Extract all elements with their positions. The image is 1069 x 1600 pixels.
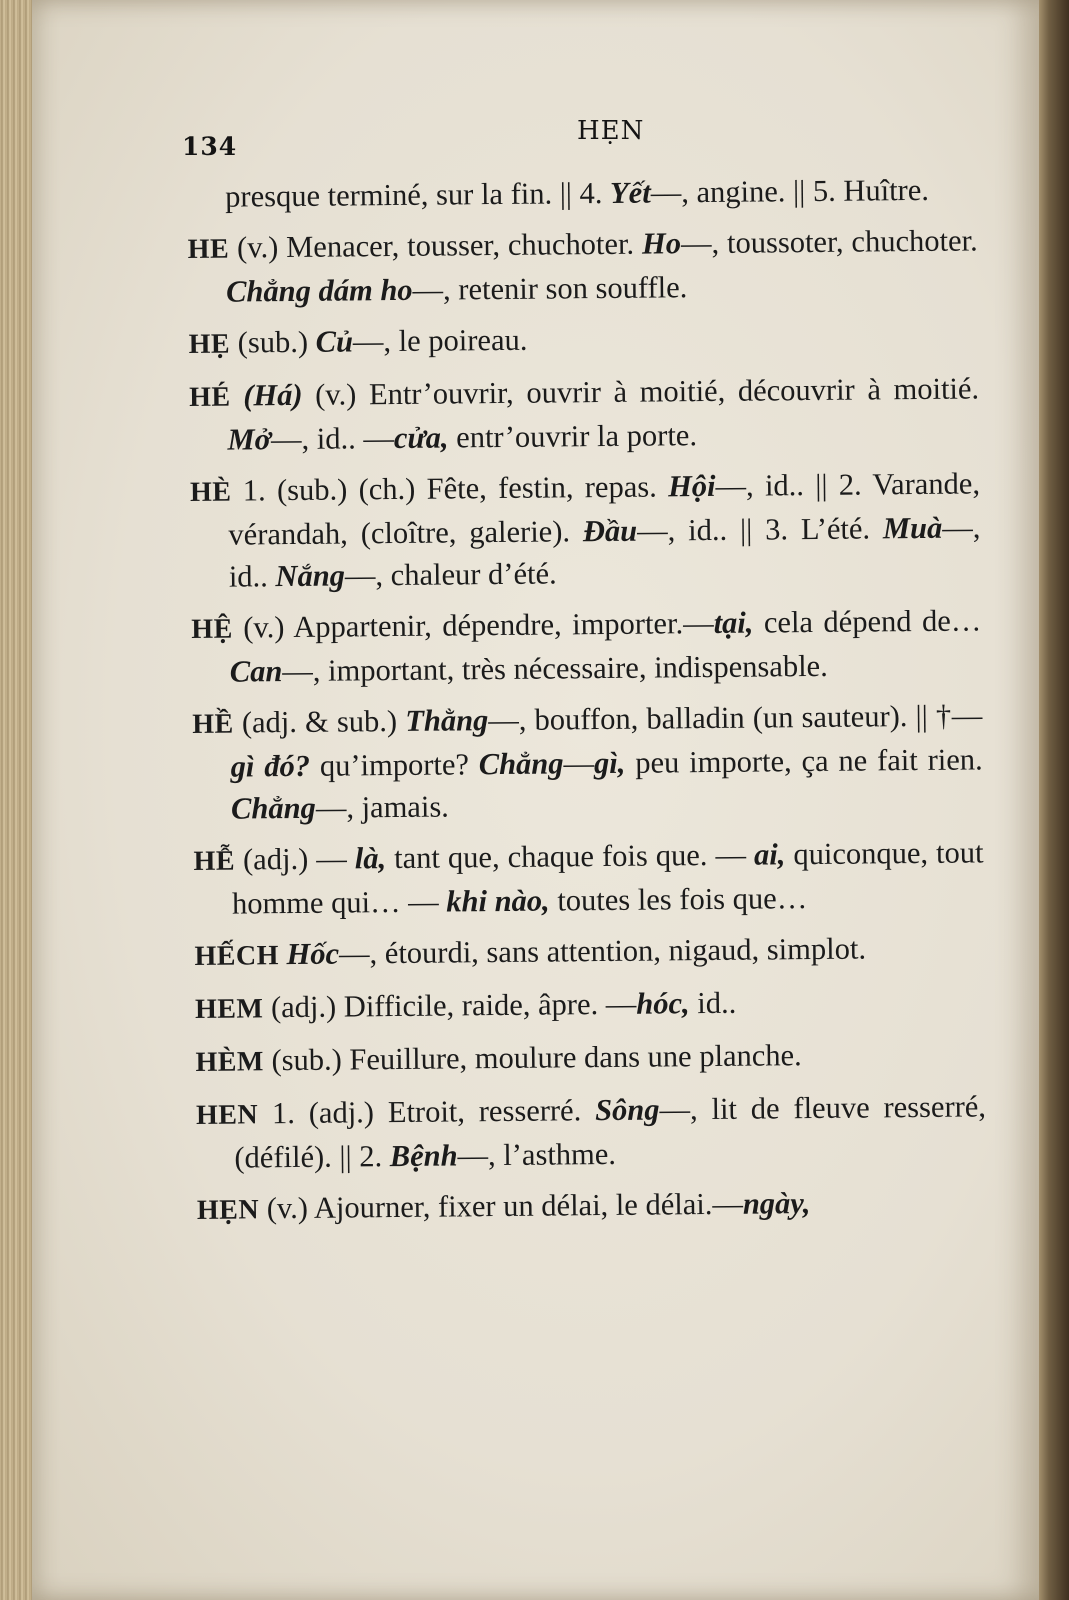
entry-text xyxy=(230,378,243,412)
vietnamese-term: Chẳng dám ho xyxy=(225,272,413,309)
entry-text: presque terminé, sur la fin. xyxy=(225,176,560,214)
vietnamese-term: Sông xyxy=(594,1092,660,1128)
entry-text: —, étourdi, sans attention, nigaud, simplot. xyxy=(338,931,867,971)
dictionary-entry-cont xyxy=(187,168,977,218)
book-page xyxy=(32,0,1040,1600)
entry-text: (v.) Entr’ouvrir, ouvrir à moitié, découvrir à moitié. xyxy=(302,371,980,412)
entry-headword: HEN xyxy=(195,1099,259,1131)
page-number: 134 xyxy=(182,132,238,161)
dictionary-entry-hech xyxy=(194,926,984,978)
vietnamese-term: Yết xyxy=(609,175,651,210)
entry-text: || 5. Huître. xyxy=(792,172,930,209)
vietnamese-term: Nắng xyxy=(275,558,346,594)
entry-text: —, id.. — xyxy=(270,421,395,457)
entry-headword: HỀ xyxy=(192,708,234,740)
entry-text: —, toussoter, chuchoter. xyxy=(680,223,978,261)
entry-headword: HỄ xyxy=(193,845,236,877)
entry-text: (v.) Appartenir, dépendre, importer.— xyxy=(232,605,714,645)
entry-text: —, id.. || 2. Varande, vérandah, (cloître, galerie). xyxy=(228,466,981,552)
dictionary-entries xyxy=(187,168,987,1241)
entry-text: —, bouffon, balladin (un sauteur). || †— xyxy=(488,698,983,738)
vietnamese-term: Can xyxy=(229,654,283,689)
entry-text: 1. (adj.) Etroit, resserré. xyxy=(258,1093,596,1131)
entry-text: —, lit de fleuve resserré, (défilé). || 2. xyxy=(234,1089,987,1175)
vietnamese-term: Củ xyxy=(315,324,354,359)
entry-text: — xyxy=(563,746,595,781)
vietnamese-term: (Há) xyxy=(243,377,303,413)
vietnamese-term: ai, xyxy=(753,837,786,872)
book-spine-edge xyxy=(1039,0,1069,1600)
dictionary-entry-hem xyxy=(195,979,985,1031)
vietnamese-term: Thằng xyxy=(405,703,489,738)
dictionary-entry-he-circ-grave xyxy=(192,694,983,830)
entry-headword: HÈ xyxy=(189,476,232,508)
entry-text: —, important, très nécessaire, indispensable. xyxy=(282,648,828,689)
dictionary-entry-he-circ-tilde xyxy=(193,831,984,925)
vietnamese-term: Mở xyxy=(227,422,272,457)
dictionary-entry-he-acute xyxy=(189,367,980,461)
vietnamese-term: hóc, xyxy=(636,986,690,1021)
dictionary-entry-he-sub xyxy=(188,314,978,366)
entry-text: id.. xyxy=(689,985,737,1021)
entry-headword: HỆ xyxy=(191,613,233,645)
vietnamese-term: Bệnh xyxy=(389,1138,458,1174)
entry-text: (adj. & sub.) xyxy=(233,703,406,740)
entry-headword: HẸ xyxy=(188,328,231,360)
running-head: HẸN xyxy=(577,116,645,146)
dictionary-entry-he-circ-dot xyxy=(191,599,982,693)
entry-text: —, id.. || 3. L’été. xyxy=(637,511,884,548)
entry-text: qu’importe? xyxy=(309,747,479,783)
entry-text: —, jamais. xyxy=(315,789,450,825)
vietnamese-term: gì đó? xyxy=(230,748,311,784)
entry-headword: HE xyxy=(187,233,230,265)
entry-text: entr’ouvrir la porte. xyxy=(448,418,698,455)
dictionary-entry-hem-grave xyxy=(195,1032,985,1084)
entry-text: —, retenir son souffle. xyxy=(412,270,688,307)
entry-text: —, angine. xyxy=(650,174,794,210)
page-header xyxy=(182,112,982,161)
vietnamese-term: Muà xyxy=(882,510,943,546)
entry-headword: HÉ xyxy=(188,381,231,413)
vietnamese-term: Chẳng xyxy=(478,746,564,782)
entry-text: —, id.. xyxy=(228,510,981,594)
vietnamese-term: cửa, xyxy=(393,420,449,456)
vietnamese-term: ngày, xyxy=(742,1186,811,1221)
dictionary-entry-he-grave xyxy=(190,462,981,598)
entry-text: (v.) Menacer, tousser, chuchoter. xyxy=(228,226,643,265)
entry-text: peu importe, ça ne fait rien. xyxy=(625,742,983,780)
entry-text: 1. (sub.) (ch.) Fête, festin, repas. xyxy=(231,469,669,508)
vietnamese-term: Hội xyxy=(667,468,716,504)
entry-text: cela dépend de… xyxy=(753,603,982,640)
vietnamese-term: Hốc xyxy=(286,936,340,972)
entry-text: —, l’asthme. xyxy=(457,1136,617,1173)
entry-text: (sub.) Feuillure, moulure dans une planche. xyxy=(263,1038,802,1078)
entry-headword: HEM xyxy=(194,993,264,1025)
vietnamese-term: Chẳng xyxy=(230,790,317,826)
entry-text: (v.) Ajourner, fixer un délai, le délai.— xyxy=(258,1186,744,1226)
entry-text: —, le poireau. xyxy=(352,322,528,359)
dictionary-entry-hen-dot xyxy=(197,1180,987,1232)
page-stack-edge xyxy=(0,0,36,1600)
entry-text: (adj.) Difficile, raide, âpre. — xyxy=(263,986,637,1025)
vietnamese-term: tại, xyxy=(713,605,754,640)
entry-text: (adj.) — xyxy=(234,841,355,877)
entry-headword: HẸN xyxy=(196,1194,260,1226)
dictionary-entry-he-v xyxy=(187,219,978,313)
entry-headword: HÈM xyxy=(195,1046,265,1078)
entry-text: tant que, chaque fois que. — xyxy=(386,837,755,876)
entry-text: quiconque, tout homme qui… — xyxy=(231,835,984,921)
entry-text: (sub.) xyxy=(229,324,316,360)
dictionary-entry-hen xyxy=(196,1085,987,1179)
vietnamese-term: khi nào, xyxy=(446,883,550,919)
vietnamese-term: Ho xyxy=(641,226,682,261)
vietnamese-term: gì, xyxy=(593,745,626,781)
vietnamese-term: là, xyxy=(354,841,387,876)
entry-headword: HẾCH xyxy=(194,940,280,972)
entry-text: || 4. xyxy=(559,175,611,211)
entry-text: toutes les fois que… xyxy=(549,881,808,918)
entry-text: —, chaleur d’été. xyxy=(344,556,557,593)
vietnamese-term: Đầu xyxy=(582,513,638,549)
